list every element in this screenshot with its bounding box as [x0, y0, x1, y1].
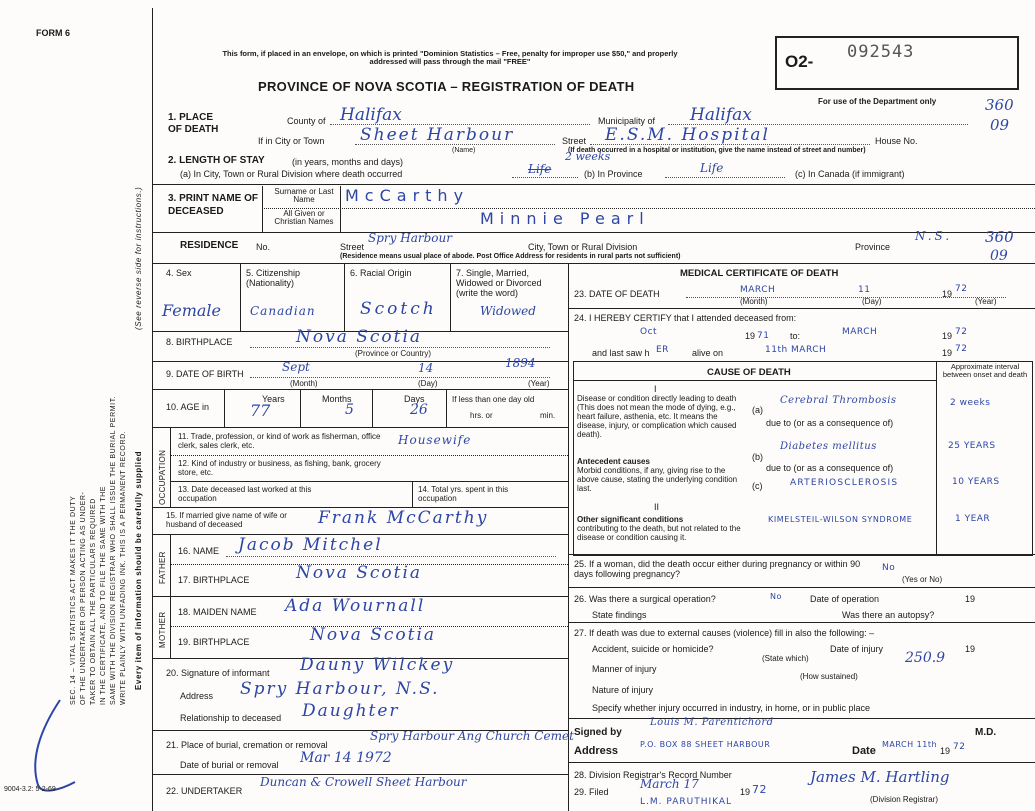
attend-from-year: 71 — [757, 331, 770, 341]
how-sustained-caption: (How sustained) — [800, 672, 858, 681]
attend-from-month: Oct — [640, 327, 658, 337]
sidebar-line-9: (See reverse side for instructions.) — [134, 186, 143, 330]
min-label: min. — [540, 411, 556, 420]
injury-date-label: Date of injury — [830, 644, 884, 654]
form-number: FORM 6 — [36, 28, 71, 38]
attend-to-prefix: 19 — [942, 331, 953, 341]
sidebar-line-8: Every item of information should be carefully supplied — [134, 450, 143, 690]
signed-address-value: P.O. BOX 88 SHEET HARBOUR — [640, 740, 771, 749]
part-2-label: II — [654, 502, 660, 512]
manner-label: Manner of injury — [592, 664, 657, 674]
sidebar-line-1: SEC. 14 – VITAL STATISTICS ACT MAKES IT THE DUTY — [70, 495, 77, 705]
occupation-side-label: OCCUPATION — [158, 449, 167, 505]
citizenship-value: Canadian — [250, 304, 316, 318]
last-saw-suffix: alive on — [692, 348, 724, 358]
county-label: County of — [287, 116, 326, 126]
manner-value: 250.9 — [905, 650, 946, 666]
street-label: Street — [562, 136, 587, 146]
md-label: M.D. — [975, 727, 997, 738]
cause-c-interval: 10 YEARS — [952, 477, 1000, 487]
filed-label: 29. Filed — [574, 787, 609, 797]
sidebar-line-3: TAKER TO OBTAIN ALL THE PARTICULARS REQUIRED — [90, 498, 97, 705]
undertaker-value: Duncan & Crowell Sheet Harbour — [260, 775, 467, 789]
department-code-2: 09 — [990, 116, 1010, 134]
relationship-label: Relationship to deceased — [180, 713, 282, 723]
burial-date-value: Mar 14 1972 — [300, 750, 392, 766]
injury-year-prefix: 19 — [965, 644, 976, 654]
last-saw-prefix: 19 — [942, 348, 953, 358]
stay-c-label: (c) In Canada (if immigrant) — [795, 169, 905, 179]
informant-sig-value: Dauny Wilckey — [300, 655, 455, 675]
father-birthplace-label: 17. BIRTHPLACE — [178, 575, 250, 585]
print-code: 9004-3.2: 5-2-69 — [4, 786, 56, 793]
last-saw-date: 11th MARCH — [765, 345, 827, 355]
signed-year-prefix: 19 — [940, 746, 951, 756]
age-years-value: 77 — [250, 401, 271, 420]
relationship-value: Daughter — [302, 701, 400, 721]
sidebar-line-6: SAME WITH THE DIVISION REGISTRAR WHO SHALL ISSUE THE BURIAL PERMIT. — [110, 395, 117, 705]
filed-year-prefix: 19 — [740, 787, 751, 797]
given-names-value: Minnie Pearl — [480, 209, 650, 228]
dob-day-caption: (Day) — [418, 379, 438, 388]
operation-date-label: Date of operation — [810, 594, 880, 604]
rule-name — [152, 184, 1035, 185]
total-years-label: 14. Total yrs. spent in this occupation — [418, 485, 509, 503]
death-year-prefix: 19 — [942, 289, 953, 299]
sex-value: Female — [162, 301, 221, 320]
birthplace-value: Nova Scotia — [296, 327, 423, 347]
stay-b-value: Life — [700, 161, 724, 175]
registrar-caption: (Division Registrar) — [870, 795, 939, 804]
given-names-label: All Given or Christian Names — [274, 209, 334, 226]
other-conditions-value: KIMELSTEIL-WILSON SYNDROME — [768, 515, 913, 524]
length-of-stay-hint: (in years, months and days) — [292, 157, 404, 167]
last-saw-value: ER — [656, 345, 669, 355]
department-use-label: For use of the Department only — [818, 97, 937, 106]
dob-month: Sept — [282, 360, 310, 374]
trade-value: Housewife — [398, 433, 472, 447]
stay-a-label: (a) In City, Town or Rural Division where death occurred — [180, 169, 403, 179]
interval-header: Approximate interval between onset and death — [942, 362, 1028, 379]
autopsy-label: Was there an autopsy? — [842, 610, 935, 620]
death-month-caption: (Month) — [740, 297, 768, 306]
bottom-scrawl: L.M. PARUTHIKAL — [640, 797, 733, 807]
informant-address-value: Spry Harbour, N.S. — [240, 679, 440, 699]
citizenship-label: 5. Citizenship (Nationality) — [246, 268, 301, 288]
signed-date-value: MARCH 11th — [882, 740, 938, 749]
residence-city-label: City, Town or Rural Division — [528, 242, 638, 252]
surgery-label: 26. Was there a surgical operation? — [574, 594, 716, 604]
age-label: 10. AGE in — [166, 402, 210, 412]
antecedent-label: Antecedent causes — [577, 457, 650, 466]
attend-label: 24. I HEREBY CERTIFY that I attended deceased from: — [574, 313, 797, 323]
hospital-note: (If death occurred in a hospital or institution, give the name instead of street and number) — [568, 147, 866, 154]
trade-label: 11. Trade, profession, or kind of work as fisherman, office clerk, sales clerk, etc. — [178, 432, 381, 450]
residence-no-label: No. — [256, 242, 271, 252]
industry-label: 12. Kind of industry or business, as fishing, bank, grocery store, etc. — [178, 459, 381, 477]
left-margin-rule — [152, 8, 153, 811]
mother-birthplace-label: 19. BIRTHPLACE — [178, 637, 250, 647]
informant-address-label: Address — [180, 691, 214, 701]
signed-by-label: Signed by — [574, 727, 622, 738]
filed-year: 72 — [752, 783, 767, 796]
dob-label: 9. DATE OF BIRTH — [166, 369, 244, 379]
city-label: If in City or Town — [258, 136, 325, 146]
clerk-initial-mark — [20, 690, 80, 800]
dob-year: 1894 — [505, 356, 536, 370]
attend-to-year: 72 — [955, 327, 968, 337]
racial-value: Scotch — [360, 299, 437, 319]
residence-street-label: Street — [340, 242, 365, 252]
cause-c-label: (c) — [752, 481, 763, 491]
residence-code-2: 09 — [990, 248, 1008, 264]
residence-label: RESIDENCE — [180, 240, 239, 251]
cause-b-label: (b) — [752, 452, 763, 462]
informant-sig-label: 20. Signature of informant — [166, 668, 270, 678]
street-value: E.S.M. Hospital — [605, 125, 770, 145]
signed-date-label: Date — [852, 745, 876, 757]
age-years-label: Years — [262, 394, 285, 404]
cause-a-interval: 2 weeks — [950, 398, 991, 408]
cause-a-value: Cerebral Thrombosis — [780, 395, 897, 406]
due-to-label-1: due to (or as a consequence of) — [766, 418, 894, 428]
father-name-label: 16. NAME — [178, 546, 220, 556]
municipality-value: Halifax — [690, 105, 752, 125]
residence-street-value: Spry Harbour — [368, 231, 452, 245]
dob-month-caption: (Month) — [290, 379, 318, 388]
under-day-label: If less than one day old — [452, 395, 535, 404]
birthplace-label: 8. BIRTHPLACE — [166, 337, 233, 347]
date-of-death-label: 23. DATE OF DEATH — [574, 289, 660, 299]
other-conditions-hint: contributing to the death, but not related to the disease or condition causing it. — [577, 524, 741, 542]
sidebar-line-7: WRITE PLAINLY WITH UNFADING INK. THIS IS A PERMANENT RECORD. — [120, 430, 127, 705]
sidebar-line-2: OF THE UNDERTAKER OR PERSON ACTING AS UNDER- — [80, 491, 87, 705]
attend-from-prefix: 19 — [745, 331, 756, 341]
burial-date-label: Date of burial or removal — [180, 760, 279, 770]
stay-b-label: (b) In Province — [584, 169, 643, 179]
registration-number: 092543 — [847, 42, 915, 62]
residence-province-value: N.S. — [915, 229, 953, 243]
nature-label: Nature of injury — [592, 685, 654, 695]
mother-maiden-label: 18. MAIDEN NAME — [178, 607, 257, 617]
residence-code-1: 360 — [985, 228, 1014, 246]
death-month: MARCH — [740, 285, 776, 295]
residence-province-label: Province — [855, 242, 891, 252]
cause-c-value: ARTERIOSCLEROSIS — [790, 478, 899, 488]
attend-to-month: MARCH — [842, 327, 878, 337]
part-1-label: I — [654, 384, 657, 394]
last-saw-label: and last saw h — [592, 348, 650, 358]
other-conditions-interval: 1 YEAR — [955, 514, 991, 524]
pregnancy-label: 25. If a woman, did the death occur either during pregnancy or within 90 days following pregnancy? — [574, 559, 861, 579]
filed-value: March 17 — [640, 777, 699, 791]
cause-header: CAUSE OF DEATH — [707, 367, 791, 378]
registration-prefix: O2- — [785, 52, 814, 71]
house-no-label: House No. — [875, 136, 918, 146]
hrs-label: hrs. or — [470, 411, 493, 420]
last-worked-label: 13. Date deceased last worked at this occupation — [178, 485, 312, 503]
signed-address-label: Address — [574, 745, 619, 757]
dob-year-caption: (Year) — [528, 379, 550, 388]
cause-b-interval: 25 YEARS — [948, 441, 996, 451]
spouse-label: 15. If married give name of wife or husband of deceased — [166, 511, 287, 529]
racial-label: 6. Racial Origin — [350, 268, 412, 278]
cause-b-value: Diabetes mellitus — [780, 441, 877, 452]
due-to-label-2: due to (or as a consequence of) — [766, 463, 894, 473]
attend-to-label: to: — [790, 331, 801, 341]
municipality-label: Municipality of — [598, 116, 656, 126]
death-day: 11 — [858, 285, 871, 295]
medical-header: MEDICAL CERTIFICATE OF DEATH — [680, 268, 839, 279]
age-days-label: Days — [404, 394, 425, 404]
registration-box — [775, 36, 1019, 90]
age-days-value: 26 — [410, 402, 428, 418]
county-value: Halifax — [340, 105, 402, 125]
envelope-notice: This form, if placed in an envelope, on which is printed "Dominion Statistics – Free, penalty for improper use $50," and properly addressed will pass through the mail "FREE" — [222, 49, 678, 66]
print-name-label: 3. PRINT NAME OF DECEASED — [168, 193, 259, 217]
burial-place-value: Spry Harbour Ang Church Cemet — [370, 729, 574, 743]
city-value: Sheet Harbour — [360, 125, 515, 145]
age-months-value: 5 — [345, 402, 354, 418]
undertaker-label: 22. UNDERTAKER — [166, 786, 243, 796]
sidebar-line-4: IN THE CERTIFICATE, AND TO FILE THE SAME WITH THE — [100, 485, 107, 705]
sex-label: 4. Sex — [166, 268, 192, 278]
dob-day: 14 — [418, 361, 434, 375]
mother-side-label: MOTHER — [158, 611, 167, 648]
residence-note: (Residence means usual place of abode. Post Office Address for residents in rural parts not sufficient) — [340, 253, 681, 260]
city-name-caption: (Name) — [452, 147, 476, 154]
immediate-cause-label: Disease or condition directly leading to death (This does not mean the mode of dying, e.g., heart failure, asthenia, etc. It means the disease, injury, or complication which caused death). — [577, 394, 737, 439]
operation-year-prefix: 19 — [965, 594, 976, 604]
age-months-label: Months — [322, 394, 352, 404]
stay-a-value: 2 weeks — [565, 150, 611, 163]
specify-label: Specify whether injury occurred in industry, in home, or in public place — [592, 703, 870, 713]
marital-label: 7. Single, Married, Widowed or Divorced (write the word) — [456, 268, 542, 298]
surname-value: McCarthy — [345, 186, 470, 205]
marital-value: Widowed — [480, 304, 536, 318]
father-birthplace-value: Nova Scotia — [296, 563, 423, 583]
cause-a-label: (a) — [752, 405, 763, 415]
spouse-value: Frank McCarthy — [318, 508, 489, 528]
other-conditions-label: Other significant conditions — [577, 515, 684, 524]
length-of-stay-label: 2. LENGTH OF STAY — [168, 155, 265, 166]
registrar-signature: James M. Hartling — [810, 768, 950, 786]
page-title: PROVINCE OF NOVA SCOTIA – REGISTRATION OF DEATH — [258, 79, 635, 94]
department-code-1: 360 — [985, 96, 1014, 114]
last-saw-year: 72 — [955, 344, 968, 354]
burial-place-label: 21. Place of burial, cremation or removal — [166, 740, 328, 750]
signed-by-value: Louis M. Parentichord — [650, 717, 774, 728]
antecedent-hint: Morbid conditions, if any, giving rise to the above cause, stating the underlying condition last. — [577, 466, 738, 493]
state-which-caption: (State which) — [762, 654, 809, 663]
birthplace-caption: (Province or Country) — [355, 349, 432, 358]
stay-a-struck: Life — [528, 162, 552, 176]
father-name-value: Jacob Mitchel — [238, 535, 383, 555]
pregnancy-value: No — [882, 563, 896, 573]
mother-maiden-value: Ada Wournall — [285, 596, 426, 616]
signed-year: 72 — [953, 742, 966, 752]
place-of-death-label: 1. PLACE OF DEATH — [168, 112, 219, 135]
surname-label: Surname or Last Name — [274, 187, 334, 204]
findings-label: State findings — [592, 610, 647, 620]
pregnancy-caption: (Yes or No) — [902, 575, 943, 584]
death-day-caption: (Day) — [862, 297, 882, 306]
father-side-label: FATHER — [158, 551, 167, 584]
mother-birthplace-value: Nova Scotia — [310, 625, 437, 645]
record-number-label: 28. Division Registrar's Record Number — [574, 770, 732, 780]
external-causes-label: 27. If death was due to external causes (violence) fill in also the following: – — [574, 628, 875, 638]
death-year: 72 — [955, 284, 968, 294]
section-divider — [152, 263, 1035, 264]
death-year-caption: (Year) — [975, 297, 997, 306]
surgery-value: No — [770, 592, 782, 601]
accident-label: Accident, suicide or homicide? — [592, 644, 714, 654]
